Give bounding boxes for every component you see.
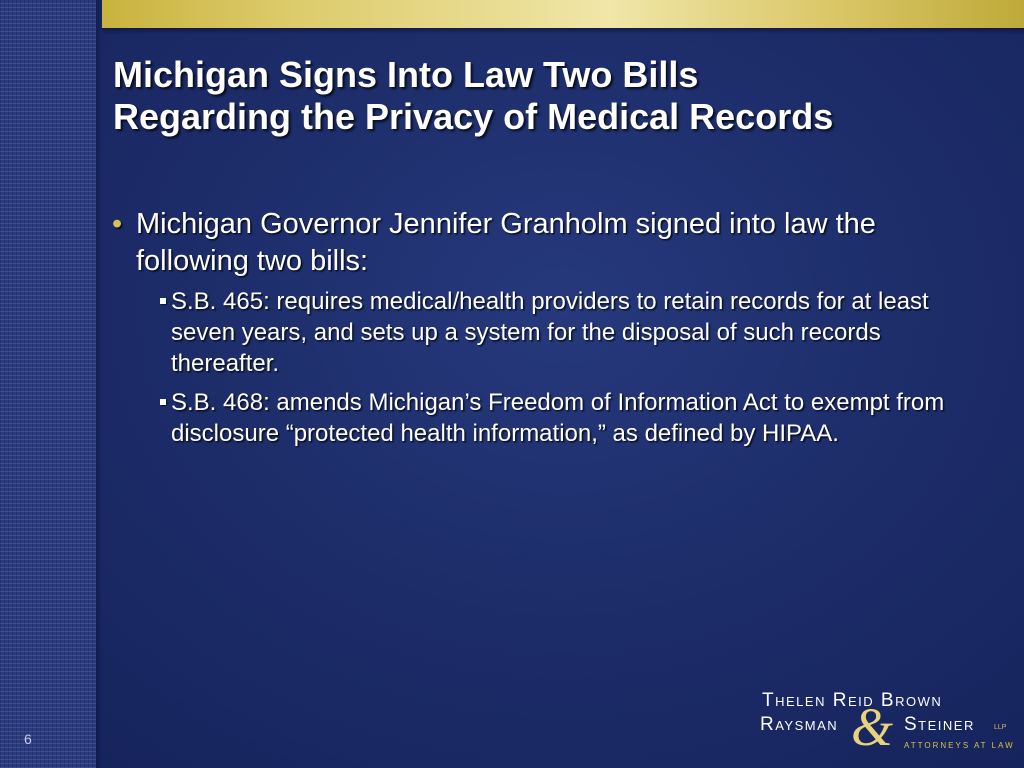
- logo-ampersand: &: [851, 697, 894, 757]
- gold-band-shadow: [102, 28, 1024, 34]
- logo-llp: LLP: [994, 724, 1007, 731]
- title-line-1: Michigan Signs Into Law Two Bills: [113, 54, 699, 95]
- square-bullet-icon: [160, 298, 166, 304]
- logo-tagline: ATTORNEYS AT LAW: [904, 741, 1015, 750]
- title-line-2: Regarding the Privacy of Medical Records: [113, 96, 834, 137]
- firm-logo: [758, 690, 1015, 757]
- slide-title: [113, 54, 993, 138]
- sub-bullet-item: [136, 286, 971, 379]
- page-number: 6: [24, 731, 32, 747]
- sub-bullet-text: S.B. 468: amends Michigan’s Freedom of Information Act to exempt from disclosure “protected health information,” as defined by HIPAA.: [171, 389, 945, 447]
- stripe-shadow: [96, 0, 102, 768]
- top-gold-band: [102, 0, 1024, 28]
- logo-firm-names-1: Thelen Reid Brown: [762, 690, 943, 711]
- logo-line-2-right: Steiner: [904, 714, 975, 735]
- left-texture-stripe: [0, 0, 96, 768]
- sub-bullet-text: S.B. 465: requires medical/health providers to retain records for at least seven years, and sets up a system for the disposal of such records thereafter.: [171, 288, 929, 377]
- bullet-list: [110, 206, 980, 457]
- bullet-item: [110, 206, 980, 449]
- sub-bullet-list: [136, 286, 980, 449]
- square-bullet-icon: [160, 399, 166, 405]
- sub-bullet-item: [136, 387, 971, 449]
- bullet-text: Michigan Governor Jennifer Granholm signed into law the following two bills:: [136, 208, 876, 277]
- bullet-dot-icon: •: [112, 208, 123, 240]
- logo-line-2-left: Raysman: [760, 714, 839, 735]
